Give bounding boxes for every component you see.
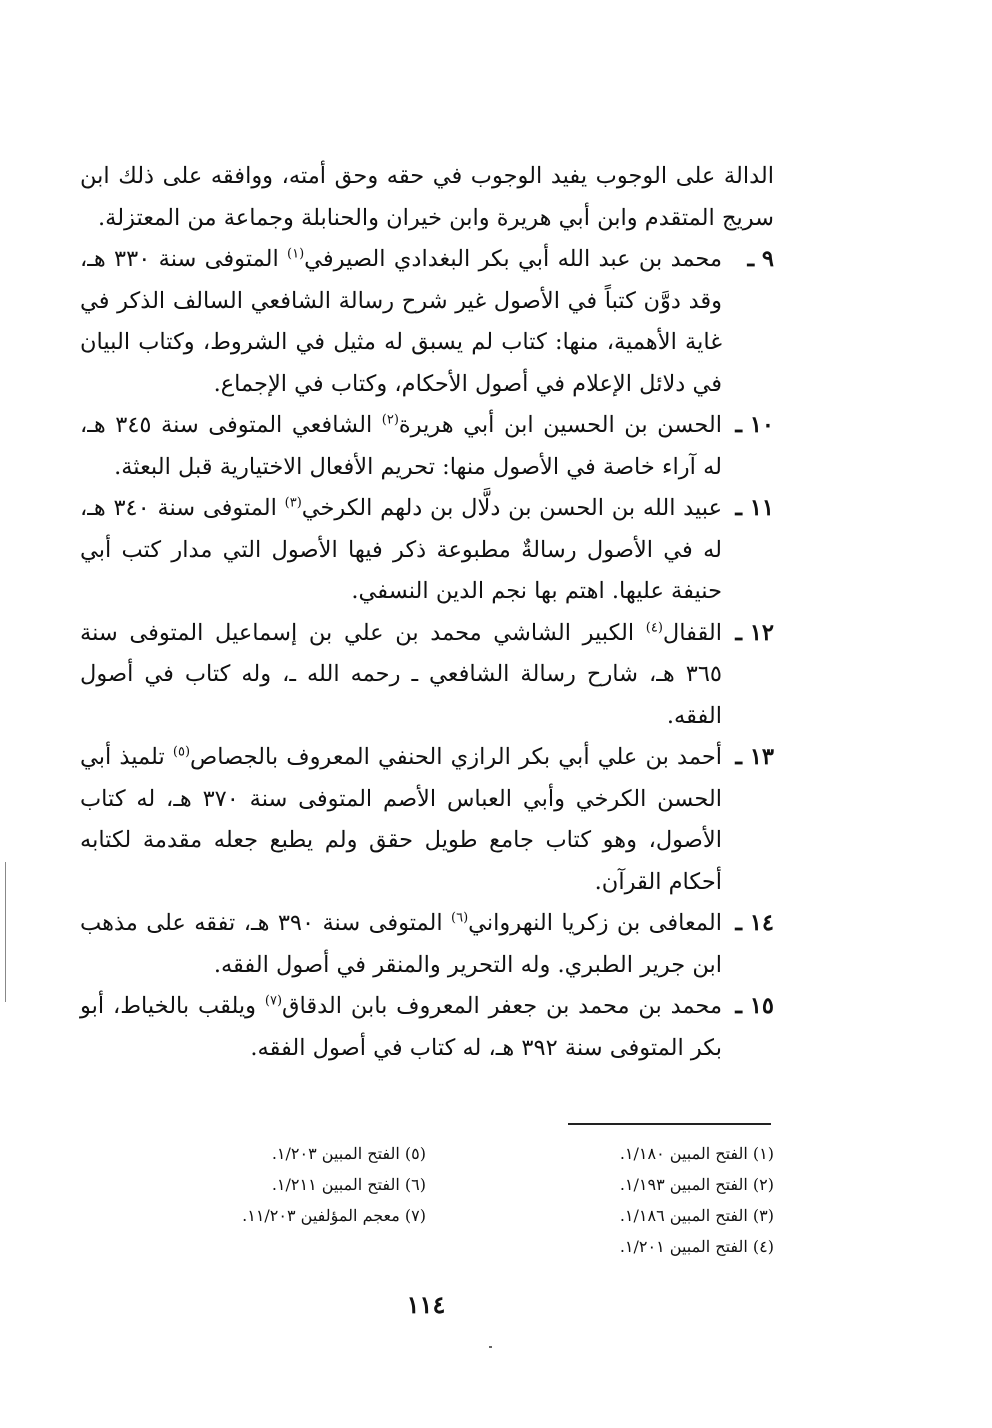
footnote: (٢) الفتح المبين ١/١٩٣.	[619, 1175, 774, 1194]
item-text: المتوفى سنة ٣٩٠ هـ، تفقه على مذهب ابن جرير الطبري. وله التحرير والمنقر في أصول الفقه.	[80, 910, 722, 978]
list-item	[80, 405, 774, 488]
list-item	[80, 613, 774, 738]
footnote-divider	[568, 1123, 771, 1125]
list-item	[80, 903, 774, 986]
footnote: (٧) معجم المؤلفين ١١/٢٠٣.	[242, 1206, 426, 1225]
item-number: ١٠ ـ	[735, 412, 774, 438]
item-text: الحسن بن الحسين ابن أبي هريرة	[398, 412, 722, 438]
scan-speck	[489, 1346, 492, 1348]
item-text: المتوفى سنة ٣٤٠ هـ، له في الأصول رسالةٌ مطبوعة ذكر فيها الأصول التي مدار كتب أبي حنيفة عليها. اهتم بها نجم الدين النسفي.	[80, 495, 722, 604]
list-item	[80, 239, 774, 405]
footnote: (١) الفتح المبين ١/١٨٠.	[619, 1144, 774, 1163]
list-item	[80, 488, 774, 613]
footnotes-column-left	[86, 1138, 426, 1231]
footnote-ref[interactable]: (٦)	[451, 910, 469, 926]
page-number: ١١٤	[406, 1290, 446, 1319]
footnotes-column-right	[434, 1138, 774, 1262]
item-text: المعافى بن زكريا النهرواني	[468, 910, 722, 936]
item-number: ٩ ـ	[747, 246, 774, 272]
item-text: الشافعي المتوفى سنة ٣٤٥ هـ، له آراء خاصة في الأصول منها: تحريم الأفعال الاختيارية قبل البعثة.	[80, 412, 722, 480]
item-text: محمد بن محمد بن جعفر المعروف بابن الدقاق	[282, 993, 723, 1019]
item-number: ١٣ ـ	[735, 744, 774, 770]
item-text: القفال	[662, 619, 722, 646]
item-text: ويلقب بالخياط، أبو بكر المتوفى سنة ٣٩٢ هـ، له كتاب في أصول الفقه.	[80, 993, 722, 1061]
main-text	[80, 156, 774, 1069]
item-text: المتوفى سنة ٣٣٠ هـ، وقد دوَّن كتباً في الأصول غير شرح رسالة الشافعي السالف الذكر في غاية الأهمية، منها: كتاب لم يسبق له مثيل في الشروط، وكتاب البيان في دلائل الإعلام في أصول الأحكام، وكتاب في الإجماع.	[80, 246, 722, 397]
footnote-ref[interactable]: (١)	[287, 246, 305, 262]
item-number: ١٤ ـ	[735, 910, 774, 936]
footnote: (٣) الفتح المبين ١/١٨٦.	[619, 1206, 774, 1225]
list-item	[80, 986, 774, 1069]
footnote-ref[interactable]: (٤)	[645, 620, 663, 635]
footnote: (٥) الفتح المبين ١/٢٠٣.	[271, 1144, 426, 1163]
list-item	[80, 737, 774, 903]
scan-margin-line	[5, 862, 6, 1002]
intro-paragraph: الدالة على الوجوب يفيد الوجوب في حقه وحق أمته، ووافقه على ذلك ابن سريج المتقدم وابن أبي هريرة وابن خيران والحنابلة وجماعة من المعتزلة.	[80, 163, 774, 231]
footnote: (٦) الفتح المبين ١/٢١١.	[271, 1175, 426, 1194]
footnote: (٤) الفتح المبين ١/٢٠١.	[619, 1237, 774, 1256]
item-text: محمد بن عبد الله أبي بكر البغدادي الصيرفي	[304, 246, 723, 272]
footnote-ref[interactable]: (٢)	[381, 412, 399, 428]
item-number: ١٢ ـ	[735, 619, 774, 646]
footnote-ref[interactable]: (٣)	[284, 495, 302, 511]
item-text: أحمد بن علي أبي بكر الرازي الحنفي المعروف بالجصاص	[190, 744, 723, 770]
item-text: عبيد الله بن الحسن بن دلَّال بن دلهم الكرخي	[301, 495, 722, 521]
item-text: الكبير الشاشي محمد بن علي بن إسماعيل المتوفى سنة ٣٦٥ هـ، شارح رسالة الشافعي ـ رحمه الله ـ، وله كتاب في أصول الفقه.	[80, 619, 722, 729]
footnote-ref[interactable]: (٧)	[264, 993, 283, 1009]
item-number: ١٥ ـ	[735, 993, 774, 1019]
item-number: ١١ ـ	[735, 495, 774, 521]
footnote-ref[interactable]: (٥)	[172, 744, 191, 760]
item-text: تلميذ أبي الحسن الكرخي وأبي العباس الأصم المتوفى سنة ٣٧٠ هـ، له كتاب الأصول، وهو كتاب جامع طويل حقق ولم يطبع جعله مقدمة لكتابه أحكام القرآن.	[80, 744, 722, 895]
